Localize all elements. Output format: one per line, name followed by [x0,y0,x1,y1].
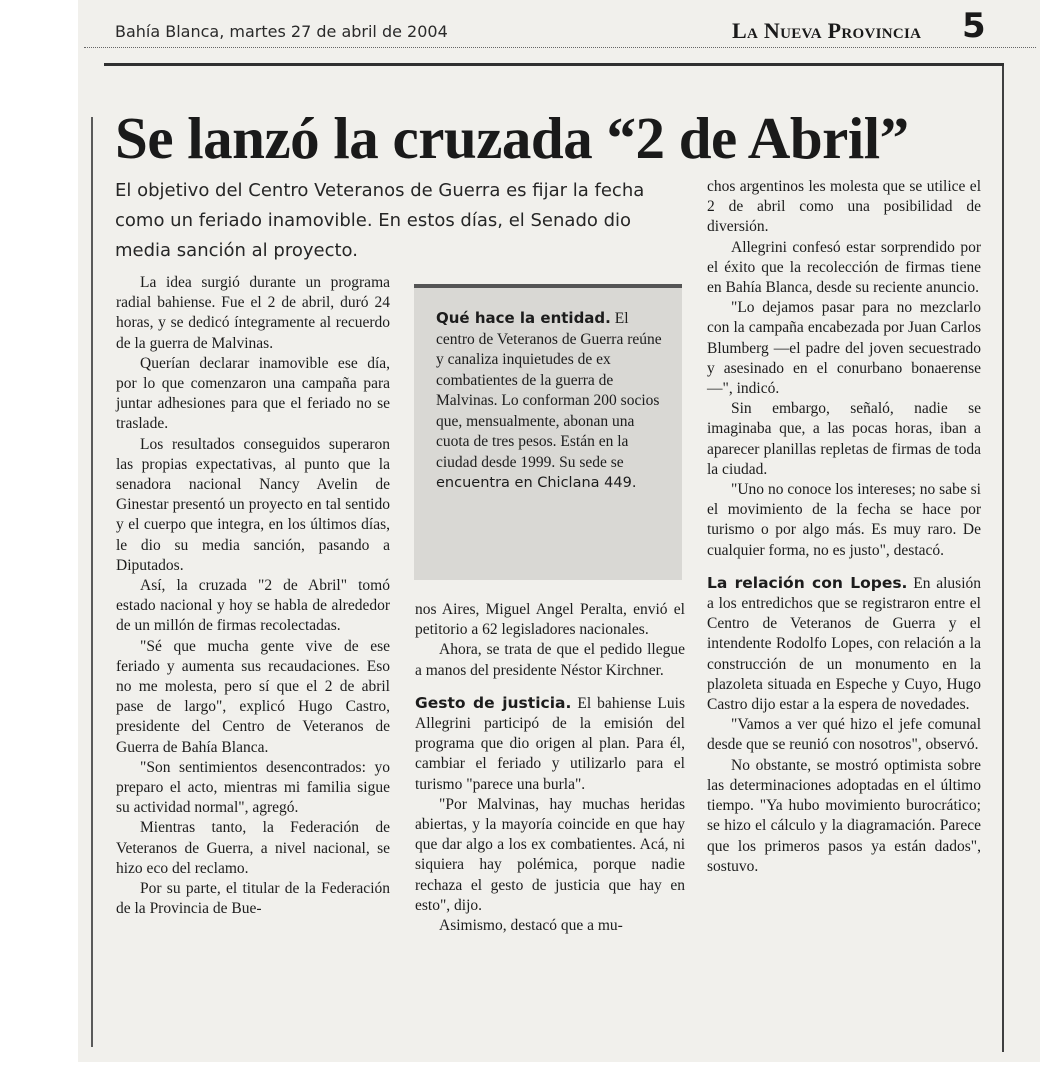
col3-paragraph-1: chos argentinos les molesta que se utilice el 2 de abril como una posibilidad de diversión. [707,178,981,236]
page-number: 5 [962,6,986,46]
col1-paragraph-5: "Sé que mucha gente vive de ese feriado y aumenta sus recaudaciones. Eso no me molesta, pero sí que el 2 de abril pase de largo", explicó Hugo Castro, presidente del Centro de Veteranos de Guerra de Bahía Blanca. [116,637,390,756]
col1-paragraph-4: Así, la cruzada "2 de Abril" tomó estado nacional y hoy se habla de alrededor de un millón de firmas recolectadas. [116,577,390,635]
col3-paragraph-4: Sin embargo, señaló, nadie se imaginaba que, a las pocas horas, iban a aparecer planillas repletas de firmas de toda la ciudad. [707,400,981,478]
col1-paragraph-3: Los resultados conseguidos superaron las propias expectativas, al punto que la senadora nacional Nancy Avelin de Ginestar presentó un proyecto en tal sentido y el cuerpo que integra, en los últimos días, le dio su media sanción, pasando a Diputados. [116,435,390,574]
col3-paragraph-5: "Uno no conoce los intereses; no sabe si el movimiento de la fecha se hace por turismo o por algo más. Es muy raro. De cualquier forma, no es justo", destacó. [707,481,981,559]
col1-paragraph-6: "Son sentimientos desencontrados: yo preparo el acto, mientras mi familia sigue su actividad normal", agregó. [116,758,390,817]
column-3 [707,177,981,877]
article-deck: El objetivo del Centro Veteranos de Guerra es fijar la fecha como un feriado inamovible. En estos días, el Senado dio media sanción al proyecto. [115,180,645,261]
col2-subsection-text: El bahiense Luis Allegrini participó de la emisión del programa que dio origen al plan. Para él, cambiar el feriado y utilizarlo para el turismo "parece una burla". [415,694,685,793]
col3-paragraph-6: "Vamos a ver qué hizo el jefe comunal desde que se reunió con nosotros", observó. [707,716,981,754]
col3-paragraph-2: Allegrini confesó estar sorprendido por el éxito que la recolección de firmas tiene en Bahía Blanca, desde su reciente anuncio. [707,238,981,297]
col3-paragraph-3: "Lo dejamos pasar para no mezclarlo con la campaña encabezada por Juan Carlos Blumberg —el padre del joven secuestrado y asesinado en el conurbano bonaerense—", indicó. [707,299,981,398]
col1-paragraph-1: La idea surgió durante un programa radial bahiense. Fue el 2 de abril, duró 24 horas, y se dedicó íntegramente al recuerdo de la guerra de Malvinas. [116,274,390,352]
col3-subsection-text: En alusión a los entredichos que se registraron entre el Centro de Veteranos de Guerra y el intendente Rodolfo Lopes, con relación a la construcción de un monumento en la plazoleta situada en Espeche y Cuyo, Hugo Castro dijo estar a la espera de novedades. [707,574,981,714]
sidebar-title: Qué hace la entidad. [436,309,611,327]
subhead-relacion-con-lopes: La relación con Lopes. [707,573,908,592]
col2-paragraph-1: nos Aires, Miguel Angel Peralta, envió el petitorio a 62 legisladores nacionales. [415,601,685,639]
sidebar-tail: encuentra en Chiclana 449. [436,475,637,491]
sidebar-box [414,284,682,580]
col2-paragraph-4: Asimismo, destacó que a mu- [439,917,623,935]
col2-subsection [415,693,685,795]
header-dotted-rule [84,47,1036,48]
subhead-gesto-de-justicia: Gesto de justicia. [415,693,572,712]
col1-paragraph-7: Mientras tanto, la Federación de Veteranos de Guerra, a nivel nacional, se hizo eco del reclamo. [116,819,390,877]
article-right-rule [1002,66,1004,1052]
newspaper-name: La Nueva Provincia [732,18,922,43]
sidebar-lead: El centro de Veteranos de Guerra reúne y canaliza inquietudes de ex combatientes de la guerra de Malvinas. Lo conforman 200 socios que, mensualmente, abonan una cuota de tres pesos. Están en la ciudad desde 1999. Su sede se [436,310,662,471]
col3-paragraph-7: No obstante, se mostró optimista sobre las determinaciones adoptadas en el último tiempo. "Ya hubo movimiento burocrático; se hizo el cálculo y la diagramación. Parece que los primeros pasos ya están dados", sostuvo. [707,756,981,875]
article-left-rule [91,117,93,1047]
col1-paragraph-8: Por su parte, el titular de la Federación de la Provincia de Bue- [116,880,390,918]
column-2 [415,600,685,936]
col2-paragraph-3: "Por Malvinas, hay muchas heridas abiertas, y la mayoría coincide en que hay que dar algo a los ex combatientes. Acá, ni siquiera hay polémica, porque nadie rechaza el gesto de justicia que hay en esto", dijo. [415,795,685,914]
col3-subsection [707,573,981,715]
sidebar-text [436,308,670,494]
header-date: Bahía Blanca, martes 27 de abril de 2004 [115,22,448,41]
col1-paragraph-2: Querían declarar inamovible ese día, por lo que comenzaron una campaña para juntar adhesiones para que el feriado no se traslade. [116,354,390,433]
col2-paragraph-2: Ahora, se trata de que el pedido llegue a manos del presidente Néstor Kirchner. [415,641,685,679]
article-top-rule [104,63,1004,66]
column-1 [116,273,390,920]
article-headline: Se lanzó la cruzada “2 de Abril” [115,105,909,171]
